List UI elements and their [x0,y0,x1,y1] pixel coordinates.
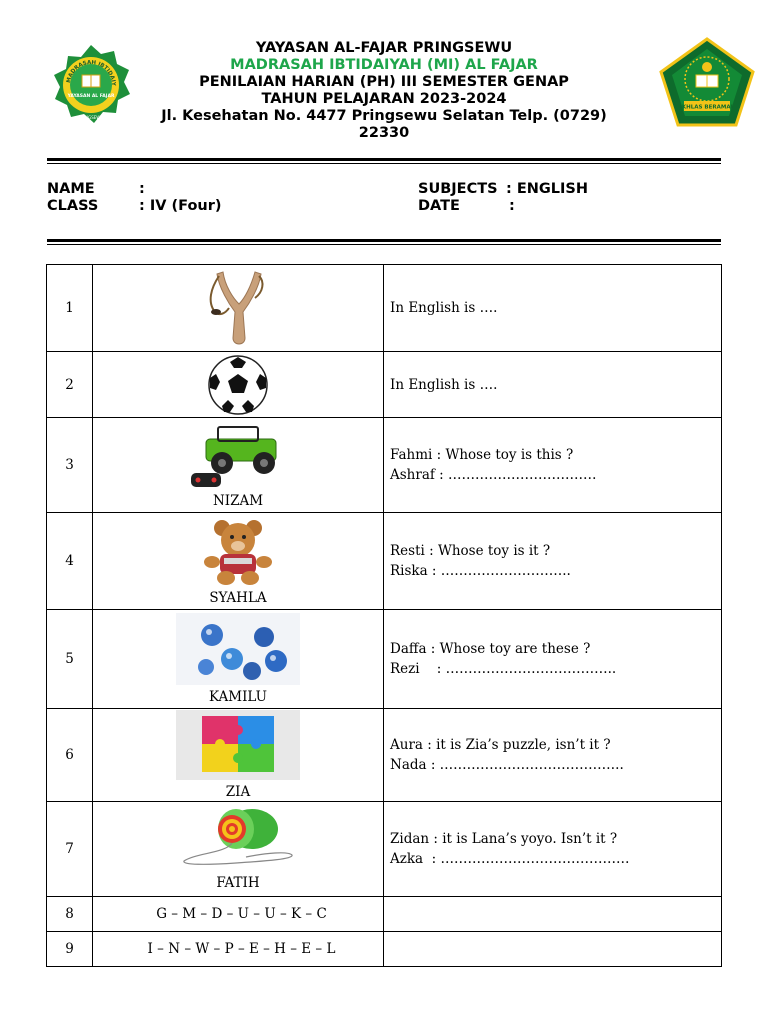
answer-line: Ashraf : …………………………… [390,467,597,483]
school-name: MADRASAH IBTIDAIYAH (MI) AL FAJAR [230,57,538,73]
answer-line: Azka : …………………………………… [390,851,630,867]
toy-car-image [188,421,288,489]
toy-owner-name: SYAHLA [209,590,267,606]
slingshot-image [203,268,273,348]
question-line-1: In English is …. [390,300,498,316]
question-number: 1 [47,265,93,352]
header-divider-thin [47,163,721,164]
table-row [47,610,722,709]
soccer-ball-image [206,354,270,416]
class-value: : IV (Four) [139,198,222,214]
answer-line: Riska : ……………………….. [390,563,571,579]
address-line-2: 22330 [358,125,410,141]
left-logo-text-city: PRINGSEWU [78,115,104,120]
question-text-cell [384,709,722,802]
question-text-cell [384,610,722,709]
question-text-cell [384,265,722,352]
toy-owner-name: ZIA [225,784,251,800]
question-line-1: Zidan : it is Lana’s yoyo. Isn’t it ? [390,831,618,847]
question-line-1: Aura : it is Zia’s puzzle, isn’t it ? [390,737,611,753]
question-number: 9 [47,932,93,967]
exam-title: PENILAIAN HARIAN (PH) III SEMESTER GENAP [199,74,569,90]
toy-owner-name: KAMILU [208,689,268,705]
question-text-cell [384,352,722,418]
answer-cell[interactable] [384,932,722,967]
picture-cell [93,352,384,418]
answer-cell[interactable] [384,897,722,932]
question-text-cell [384,418,722,513]
yoyo-image [176,807,300,871]
date-label: DATE [418,198,460,214]
question-line-1: Resti : Whose toy is it ? [390,543,551,559]
picture-cell [93,418,384,513]
scrambled-letters: I – N – W – P – E – H – E – L [93,932,384,967]
document-header [0,40,768,142]
marbles-image [176,613,300,685]
question-text-cell [384,513,722,610]
table-row [47,709,722,802]
table-row [47,802,722,897]
question-number: 5 [47,610,93,709]
table-row [47,418,722,513]
info-divider [47,239,721,242]
info-divider-thin [47,244,721,245]
teddy-bear-image [198,516,278,586]
picture-cell [93,610,384,709]
question-number: 3 [47,418,93,513]
left-logo-text-top: MADRASAH IBTIDAIY [66,59,117,86]
answer-line: Rezi : ……………………………….. [390,661,617,677]
right-logo-ribbon: IKHLAS BERAMAL [679,104,735,111]
question-line-1: Fahmi : Whose toy is this ? [390,447,574,463]
table-row [47,352,722,418]
questions-table [46,264,722,967]
toy-owner-name: FATIH [216,875,260,891]
table-row [47,265,722,352]
table-row [47,897,722,932]
answer-line: Nada : ………………………………….. [390,757,624,773]
class-label: CLASS [47,198,99,214]
scrambled-letters: G – M – D – U – U – K – C [93,897,384,932]
picture-cell [93,265,384,352]
subjects-value: : ENGLISH [506,181,589,197]
name-label: NAME [47,181,95,197]
date-value: : [509,198,515,214]
table-row [47,513,722,610]
academic-year: TAHUN PELAJARAN 2023-2024 [261,91,507,107]
picture-cell [93,709,384,802]
question-number: 2 [47,352,93,418]
table-row [47,932,722,967]
question-number: 4 [47,513,93,610]
subjects-label: SUBJECTS [418,181,498,197]
question-text-cell [384,802,722,897]
question-line-1: In English is …. [390,376,498,393]
question-line-1: Daffa : Whose toy are these ? [390,641,591,657]
foundation-name: YAYASAN AL-FAJAR PRINGSEWU [255,40,513,56]
toy-owner-name: NIZAM [212,493,264,509]
question-number: 6 [47,709,93,802]
address-line-1: Jl. Kesehatan No. 4477 Pringsewu Selatan Telp. (0729) [161,108,607,124]
question-number: 8 [47,897,93,932]
puzzle-image [176,710,300,780]
kemenag-logo [656,37,758,129]
picture-cell [93,802,384,897]
left-logo-text-bottom: YAYASAN AL FAJAR [67,94,115,99]
question-number: 7 [47,802,93,897]
picture-cell [93,513,384,610]
header-divider [47,158,721,161]
name-value: : [139,181,145,197]
